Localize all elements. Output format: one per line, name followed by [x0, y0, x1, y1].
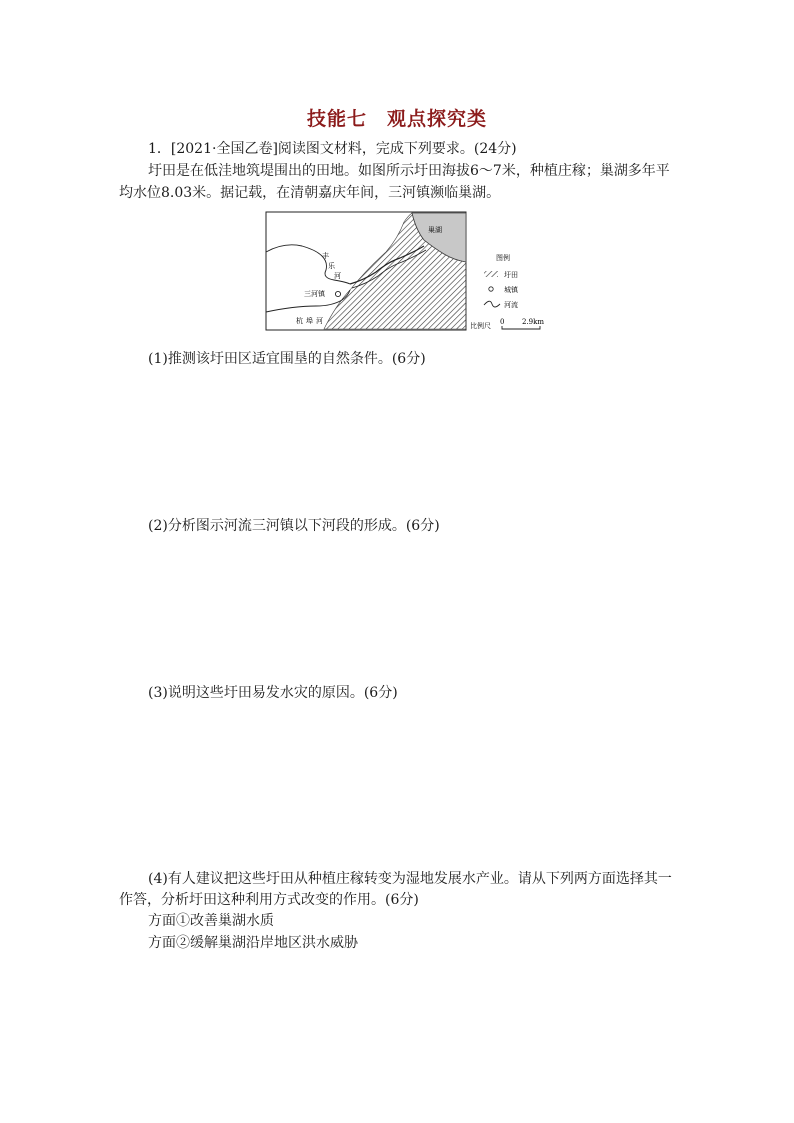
- sub-question-1: (1)推测该圩田区适宜围垦的自然条件。(6分): [148, 351, 426, 367]
- legend-river-icon: [484, 301, 500, 307]
- question-header: 1．[2021·全国乙卷]阅读图文材料，完成下列要求。(24分): [148, 141, 517, 157]
- scale-zero: 0: [500, 318, 505, 326]
- sub-question-4-line-1: (4)有人建议把这些圩田从种植庄稼转变为湿地发展水产业。请从下列两方面选择其一: [148, 871, 672, 887]
- sanhe-town-marker: [335, 291, 340, 296]
- legend-town-icon: [489, 287, 493, 291]
- sub-question-4-line-2: 作答，分析圩田这种利用方式改变的作用。(6分): [119, 892, 419, 908]
- reclamation-map: [264, 210, 556, 334]
- river-top-char-1: 丰: [322, 252, 329, 260]
- legend-title: 图例: [496, 254, 510, 262]
- river-top-char-3: 河: [334, 272, 341, 280]
- section-title: 技能七 观点探究类: [306, 108, 487, 130]
- legend-item-town: 城镇: [504, 286, 518, 294]
- scale-value: 2.9km: [522, 318, 545, 326]
- legend-hatch-icon: [484, 271, 498, 277]
- scale-bar: [502, 326, 540, 329]
- river-top-char-2: 乐: [328, 262, 335, 270]
- sub-question-2: (2)分析图示河流三河镇以下河段的形成。(6分): [148, 518, 440, 534]
- material-line-2: 均水位8.03米。据记载，在清朝嘉庆年间，三河镇濒临巢湖。: [119, 185, 501, 201]
- material-line-1: 圩田是在低洼地筑堤围出的田地。如图所示圩田海拔6～7米，种植庄稼；巢湖多年平: [148, 163, 670, 179]
- option-2: 方面②缓解巢湖沿岸地区洪水威胁: [148, 935, 358, 951]
- legend-item-river: 河流: [504, 301, 518, 309]
- town-label: 三河镇: [304, 290, 325, 298]
- sub-question-3: (3)说明这些圩田易发水灾的原因。(6分): [148, 685, 398, 701]
- hangbu-river-label: 杭埠河: [296, 317, 326, 325]
- legend-item-polder: 圩田: [504, 271, 518, 279]
- lake-label: 巢湖: [428, 226, 442, 234]
- scale-label: 比例尺: [470, 322, 491, 330]
- option-1: 方面①改善巢湖水质: [148, 913, 274, 929]
